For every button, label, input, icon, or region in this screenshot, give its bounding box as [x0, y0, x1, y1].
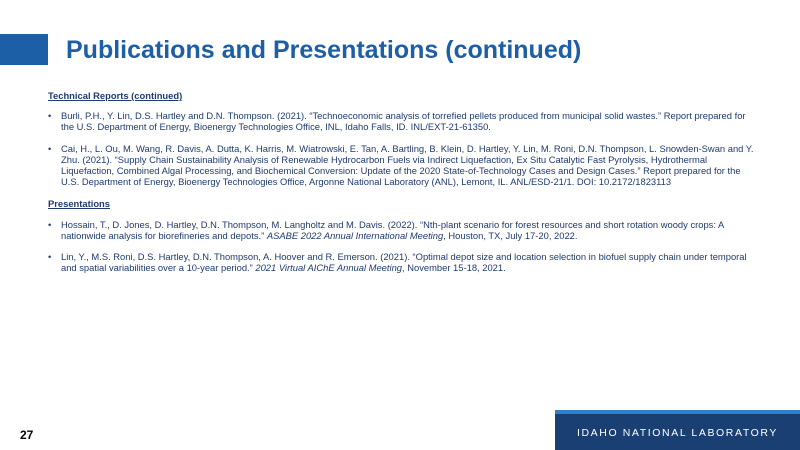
venue-name: ASABE 2022 Annual International Meeting — [266, 229, 444, 241]
publication-entry — [48, 110, 760, 132]
page-number: 27 — [20, 428, 34, 442]
section-heading: Presentations — [48, 198, 110, 210]
publication-entry — [48, 219, 760, 241]
footer-bar — [555, 410, 800, 450]
bullet-icon: • — [48, 218, 52, 230]
organization-name: IDAHO NATIONAL LABORATORY — [576, 427, 779, 439]
citation-text: Hossain, T., D. Jones, D. Hartley, D.N. Thompson, M. Langholtz and M. Davis. (2022). “Nth-plant scenario for forest resources and short rotation woody crops: A nationwide analysis for biorefineries and depots.” — [61, 218, 724, 241]
citation-text: Burli, P.H., Y. Lin, D.S. Hartley and D.N. Thompson. (2021). “Technoeconomic analysis of torrefied pellets produced from municipal solid wastes.” Report prepared for the U.S. Department of Energy, Bioenergy Technologies Office, INL, Idaho Falls, ID. INL/EXT-21-61350. — [61, 110, 746, 133]
publication-list — [48, 90, 760, 283]
citation-text: Lin, Y., M.S. Roni, D.S. Hartley, D.N. Thompson, A. Hoover and R. Emerson. (2021). “Optimal depot size and location selection in biofuel supply chain under temporal and spatial variabilities over a 10-year period.” — [61, 251, 747, 274]
bullet-icon: • — [48, 142, 52, 154]
slide-title: Publications and Presentations (continued) — [66, 36, 582, 64]
publication-entry — [48, 143, 760, 188]
publication-entry — [48, 251, 760, 273]
bullet-icon: • — [48, 110, 52, 122]
citation-text: Cai, H., L. Ou, M. Wang, R. Davis, A. Dutta, K. Harris, M. Wiatrowski, E. Tan, A. Bartling, B. Klein, D. Hartley, Y. Lin, M. Roni, D.N. Thompson, L. Snowden-Swan and Y. Zhu. (2021). “Supply Chain Sustainability Analysis of Renewable Hydrocarbon Fuels via Indirect Liquefaction, Ex Situ Catalytic Fast Pyrolysis, Hydrothermal Liquefaction, Combined Algal Processing, and Biochemical Conversion: Update of the 2020 State-of-Technology Cases and Design Cases.” Report prepared for the U.S. Department of Energy, Bioenergy Technologies Office, Argonne National Laboratory (ANL), Lemont, IL. ANL/ESD-21/1. DOI: 10.2172/1823113 — [61, 142, 754, 188]
venue-name: 2021 Virtual AIChE Annual Meeting — [255, 262, 402, 274]
bullet-icon: • — [48, 251, 52, 263]
title-accent-bar — [0, 34, 48, 65]
section-heading: Technical Reports (continued) — [48, 90, 183, 101]
citation-text: , November 15-18, 2021. — [402, 262, 506, 274]
citation-text: , Houston, TX, July 17-20, 2022. — [443, 229, 578, 241]
